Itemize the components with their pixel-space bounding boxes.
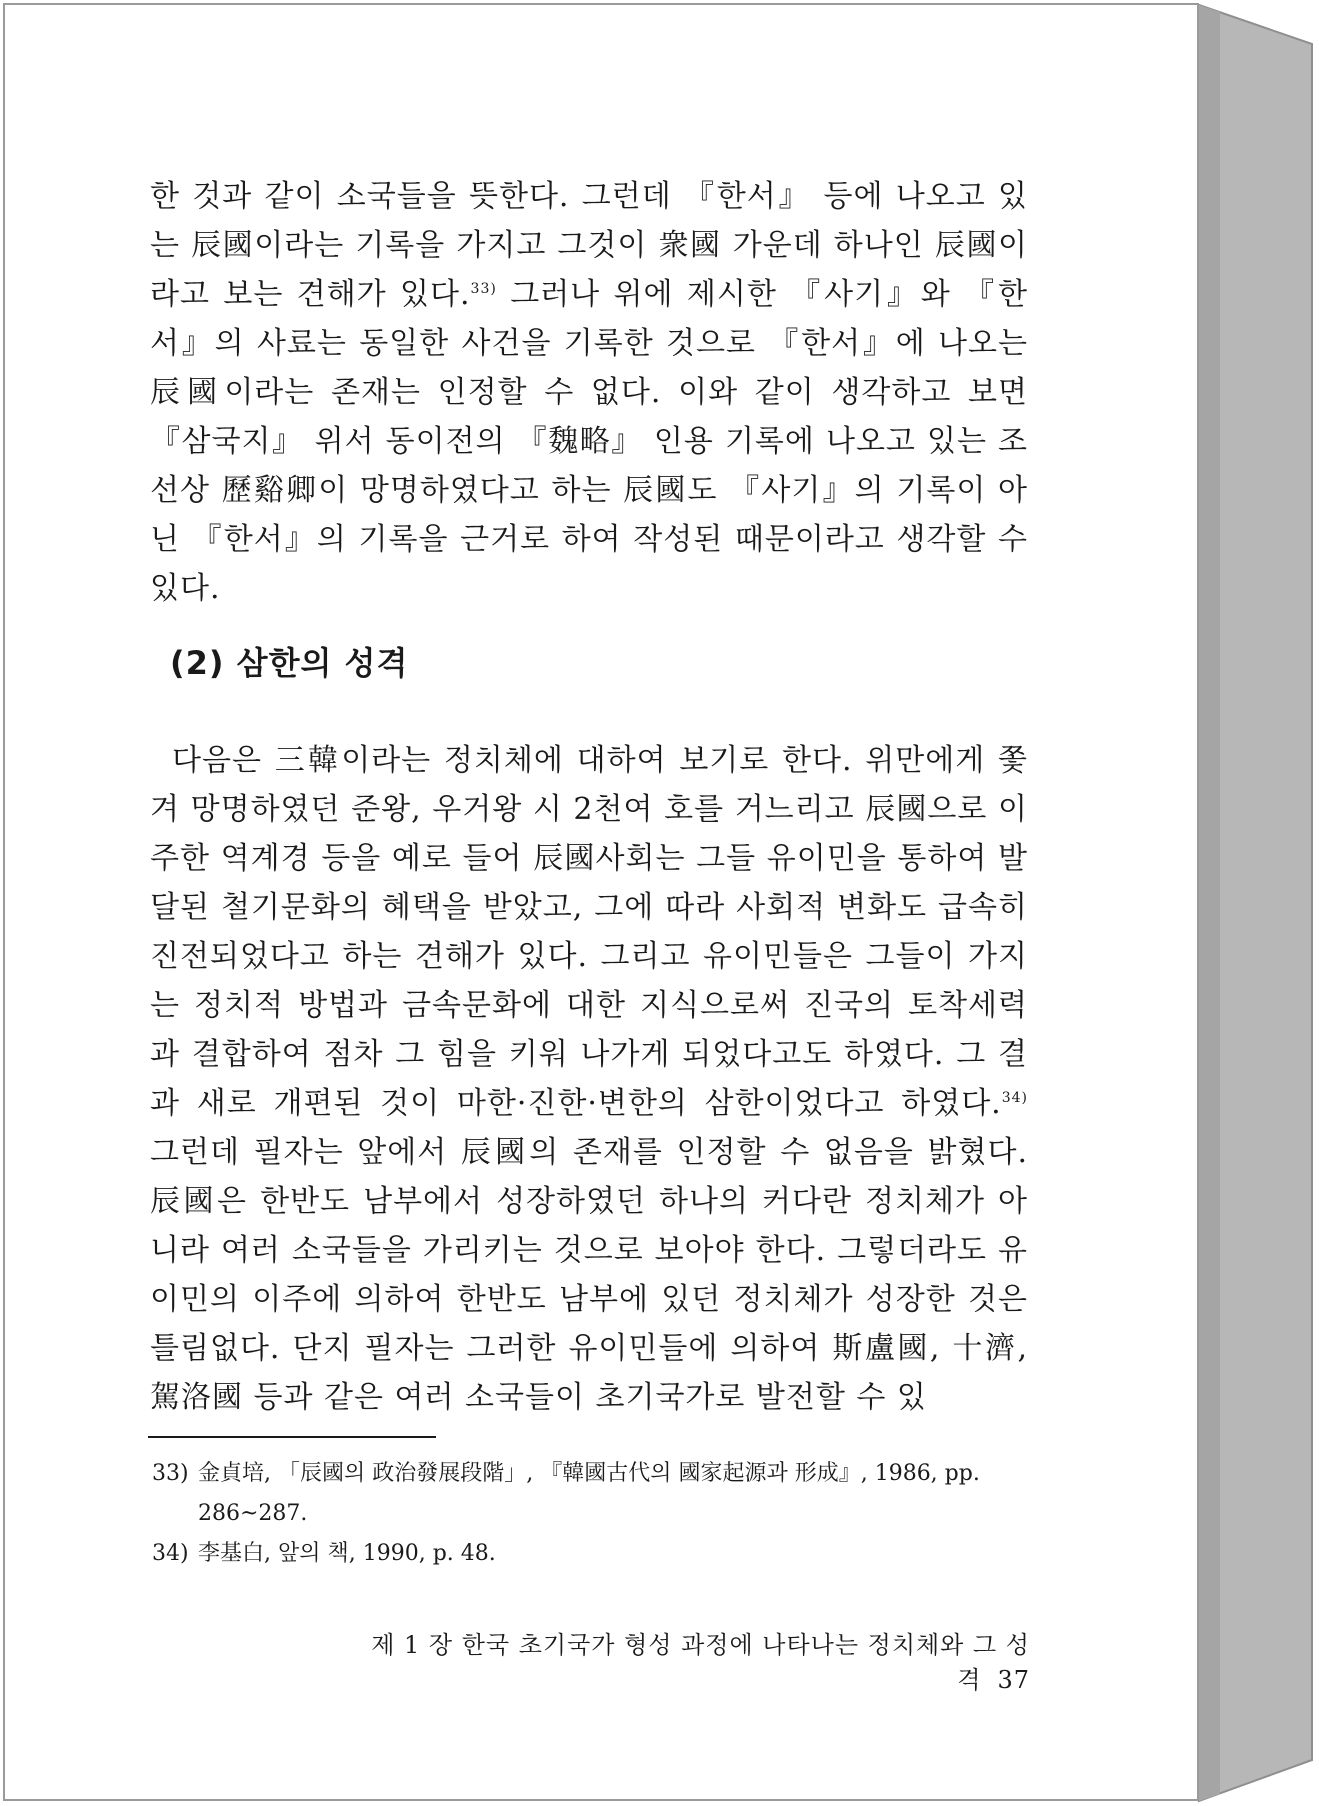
footnote-text: 金貞培, 「辰國의 政治發展段階」, 『韓國古代의 國家起源과 形成』, 1986, pp. 286~287. [198, 1461, 980, 1526]
paragraph-1-text-a: 한 것과 같이 소국들을 뜻한다. 그런데 『한서』 등에 나오고 있는 辰國이라는 기록을 가지고 그것이 衆國 가운데 하나인 辰國이라고 보는 견해가 있다. [150, 179, 1028, 312]
section-heading: (2) 삼한의 성격 [170, 644, 409, 682]
footnotes [152, 1454, 1028, 1574]
paragraph-2-text-a: 다음은 三韓이라는 정치체에 대하여 보기로 한다. 위만에게 쫓겨 망명하였던 준왕, 우거왕 시 2천여 호를 거느리고 辰國으로 이주한 역계경 등을 예로 들어 辰國사회는 그들 유이민을 통하여 발달된 철기문화의 혜택을 받았고, 그에 따라 사회적 변화도 급속히 진전되었다고 하는 견해가 있다. 그리고 유이민들은 그들이 가지는 정치적 방법과 금속문화에 대한 지식으로써 진국의 토착세력과 결합하여 점차 그 힘을 키워 나가게 되었다고도 하였다. 그 결과 새로 개편된 것이 마한·진한·변한의 삼한이었다고 하였다. [150, 743, 1028, 1121]
footnote-number: 34) [152, 1541, 189, 1566]
body-paragraph-1 [150, 172, 1028, 613]
footnote-ref-34[interactable]: 34) [1001, 1090, 1028, 1106]
running-footer [350, 1625, 1030, 1695]
footnote-text: 李基白, 앞의 책, 1990, p. 48. [198, 1541, 496, 1566]
running-title: 제 1 장 한국 초기국가 형성 과정에 나타나는 정치체와 그 성격 [371, 1631, 1030, 1694]
paragraph-1-text-b: 그러나 위에 제시한 『사기』와 『한서』의 사료는 동일한 사건을 기록한 것으로 『한서』에 나오는 辰國이라는 존재는 인정할 수 없다. 이와 같이 생각하고 보면 『삼국지』 위서 동이전의 『魏略』 인용 기록에 나오고 있는 조선상 歷谿卿이 망명하였다고 하는 辰國도 『사기』의 기록이 아닌 『한서』의 기록을 근거로 하여 작성된 때문이라고 생각할 수 있다. [150, 277, 1028, 606]
book-spine-shade [1199, 5, 1220, 1801]
body-paragraph-2 [150, 736, 1028, 1422]
paragraph-2-text-b: 그런데 필자는 앞에서 辰國의 존재를 인정할 수 없음을 밝혔다. 辰國은 한반도 남부에서 성장하였던 하나의 커다란 정치체가 아니라 여러 소국들을 가리키는 것으로 보아야 한다. 그렇더라도 유이민의 이주에 의하여 한반도 남부에 있던 정치체가 성장한 것은 틀림없다. 단지 필자는 그러한 유이민들에 의하여 斯盧國, 十濟, 駕洛國 등과 같은 여러 소국들이 초기국가로 발전할 수 있 [150, 1135, 1028, 1415]
footnote-divider [148, 1436, 436, 1438]
footnote-33 [152, 1454, 1028, 1534]
page-number: 37 [997, 1666, 1030, 1694]
footnote-number: 33) [152, 1461, 189, 1486]
footnote-34 [152, 1534, 1028, 1574]
footnote-ref-33[interactable]: 33) [470, 281, 497, 297]
